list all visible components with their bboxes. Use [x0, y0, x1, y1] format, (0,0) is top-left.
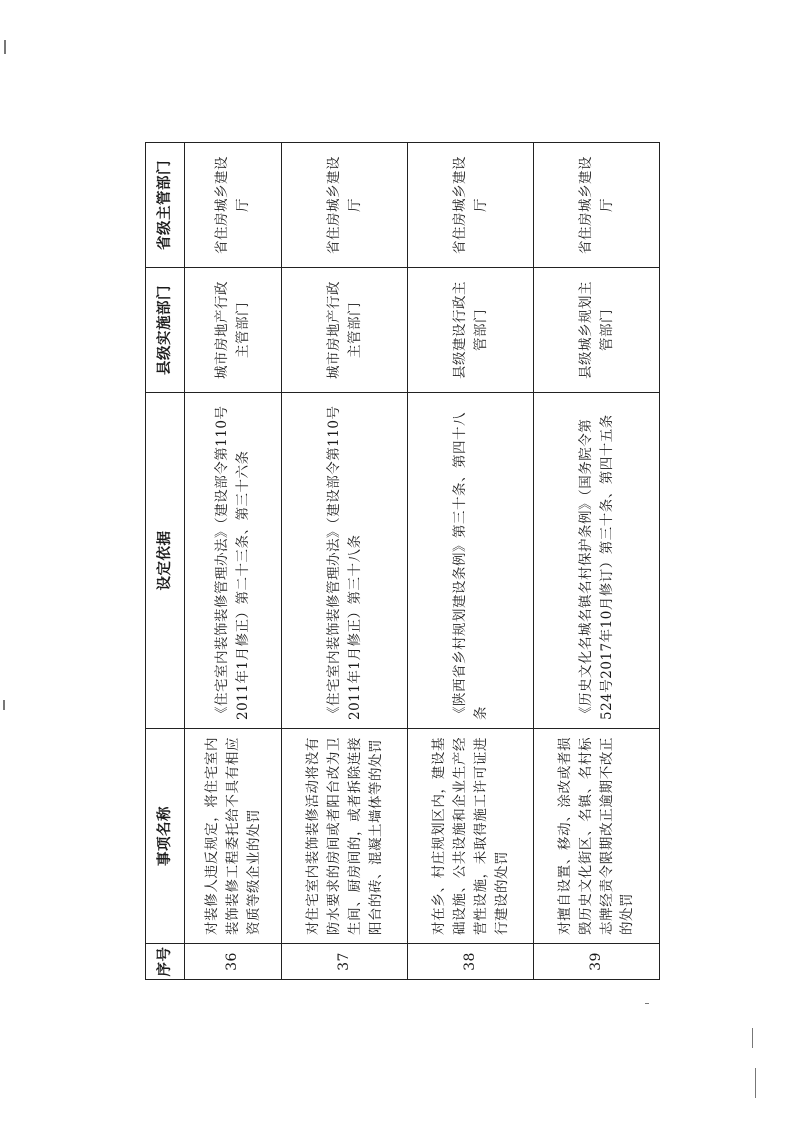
scan-speck	[645, 1003, 649, 1004]
header-basis: 设定依据	[146, 393, 185, 729]
scan-speck	[755, 1068, 756, 1098]
row-province-dept: 省住房城乡建设厅	[408, 143, 534, 268]
scan-speck	[3, 700, 5, 710]
row-basis: 《住宅室内装饰装修管理办法》（建设部令第110号2011年1月修正）第二十三条、第三十六条	[185, 393, 282, 729]
table-row	[282, 143, 408, 980]
row-name: 对装修人违反规定，将住宅室内装饰装修工程委托给不具有相应资质等级企业的处罚	[185, 729, 282, 944]
row-basis: 《历史文化名城名镇名村保护条例》（国务院令第524号2017年10月修订）第三十条、第四十五条	[534, 393, 660, 729]
row-name: 对在乡、村庄规划区内，建设基础设施、公共设施和企业生产经营性设施，未取得施工许可证进行建设的处罚	[408, 729, 534, 944]
header-no: 序号	[146, 944, 185, 980]
row-no: 39	[534, 944, 660, 980]
table-row	[534, 143, 660, 980]
row-county-dept: 县级建设行政主管部门	[408, 268, 534, 393]
row-name: 对住宅室内装饰装修活动将没有防水要求的房间或者阳台改为卫生间、厨房间的，或者拆除连接阳台的砖、混凝土墙体等的处罚	[282, 729, 408, 944]
header-name: 事项名称	[146, 729, 185, 944]
table-header-row	[146, 143, 185, 980]
row-no: 37	[282, 944, 408, 980]
row-no: 38	[408, 944, 534, 980]
table-row	[408, 143, 534, 980]
row-province-dept: 省住房城乡建设厅	[534, 143, 660, 268]
rotated-table	[145, 143, 660, 980]
header-county-dept: 县级实施部门	[146, 268, 185, 393]
row-name: 对擅自设置、移动、涂改或者损毁历史文化街区、名镇、名村标志牌经责令限期改正逾期不改正的处罚	[534, 729, 660, 944]
row-province-dept: 省住房城乡建设厅	[282, 143, 408, 268]
row-basis: 《住宅室内装饰装修管理办法》（建设部令第110号2011年1月修正）第三十八条	[282, 393, 408, 729]
row-basis: 《陕西省乡村规划建设条例》第三十条、第四十八条	[408, 393, 534, 729]
table-row	[185, 143, 282, 980]
row-county-dept: 县级城乡规划主管部门	[534, 268, 660, 393]
header-province-dept: 省级主管部门	[146, 143, 185, 268]
row-province-dept: 省住房城乡建设厅	[185, 143, 282, 268]
penalty-items-table	[145, 142, 660, 980]
row-county-dept: 城市房地产行政主管部门	[185, 268, 282, 393]
rotated-table-container	[145, 143, 660, 980]
scan-speck	[752, 1028, 753, 1048]
row-no: 36	[185, 944, 282, 980]
scan-speck	[4, 40, 6, 54]
row-county-dept: 城市房地产行政主管部门	[282, 268, 408, 393]
